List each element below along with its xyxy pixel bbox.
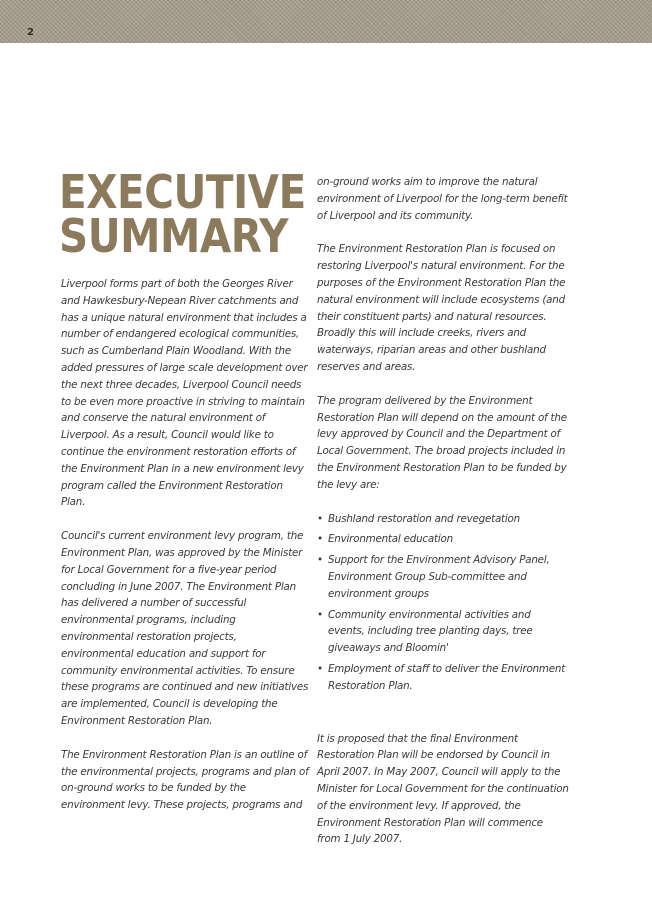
list-item bbox=[317, 511, 569, 528]
left-column bbox=[61, 276, 309, 831]
list-item-text: Community environmental activities and events, including tree planting days, tree giveaways and Bloomin' bbox=[328, 608, 533, 655]
list-item-text: Support for the Environment Advisory Panel, Environment Group Sub-committee and environment groups bbox=[328, 554, 550, 600]
list-item bbox=[317, 661, 569, 695]
list-item bbox=[317, 552, 569, 602]
paragraph: Liverpool forms part of both the Georges River and Hawkesbury-Nepean River catchments and has a unique natural environment that includes a number of endangered ecological communities, such as Cumberland Plain Woodland. With the added pressures of large scale development over the next three decades, Liverpool Council needs to be even more proactive in striving to maintain and conserve the natural environment of Liverpool. As a result, Council would like to continue the environment restoration efforts of the Environment Plan in a new environment levy program called the Environment Restoration Plan. bbox=[61, 278, 308, 509]
page-number: 2 bbox=[27, 27, 34, 38]
list-item bbox=[317, 607, 569, 657]
page-title bbox=[59, 165, 306, 263]
list-item-text: Environmental education bbox=[328, 533, 453, 546]
bullet-icon: • bbox=[317, 512, 323, 525]
header-band bbox=[0, 0, 652, 43]
title-line-2: SUMMARY bbox=[59, 209, 289, 263]
list-item bbox=[317, 531, 569, 548]
paragraph: The Environment Restoration Plan is an outline of the environmental projects, programs and plan of on-ground works to be funded by the environment levy. These projects, programs and bbox=[61, 748, 309, 812]
bullet-icon: • bbox=[317, 608, 323, 621]
right-column bbox=[317, 174, 569, 865]
bullet-icon: • bbox=[317, 554, 323, 567]
list-item-text: Bushland restoration and revegetation bbox=[328, 512, 520, 525]
project-list bbox=[317, 511, 569, 695]
title-line-1: EXECUTIVE bbox=[59, 165, 306, 219]
paragraph: The Environment Restoration Plan is focused on restoring Liverpool's natural environment. For the purposes of the Environment Restoration Plan the natural environment will include ecosystems (and their constituent parts) and natural resources. Broadly this will include creeks, rivers and waterways, riparian areas and other bushland reserves and areas. bbox=[317, 243, 566, 373]
bullet-icon: • bbox=[317, 533, 323, 546]
list-item-text: Employment of staff to deliver the Environment Restoration Plan. bbox=[328, 662, 566, 692]
paragraph: Council's current environment levy program, the Environment Plan, was approved by the Minister for Local Government for a five-year period concluding in June 2007. The Environment Plan has delivered a number of successful environmental programs, including environmental restoration projects, environmental education and support for community environmental activities. To ensure these programs are continued and new initiatives are implemented, Council is developing the Environment Restoration Plan. bbox=[61, 530, 309, 727]
bullet-icon: • bbox=[317, 662, 323, 675]
paragraph: The program delivered by the Environment Restoration Plan will depend on the amount of the levy approved by Council and the Department of Local Government. The broad projects included in the Environment Restoration Plan to be funded by the levy are: bbox=[317, 394, 567, 491]
paragraph: on-ground works aim to improve the natural environment of Liverpool for the long-term benefit of Liverpool and its community. bbox=[317, 176, 568, 222]
paragraph: It is proposed that the final Environment Restoration Plan will be endorsed by Council in April 2007. In May 2007, Council will apply to the Minister for Local Government for the continuation of the environment levy. If approved, the Environment Restoration Plan will commence from 1 July 2007. bbox=[317, 732, 569, 846]
